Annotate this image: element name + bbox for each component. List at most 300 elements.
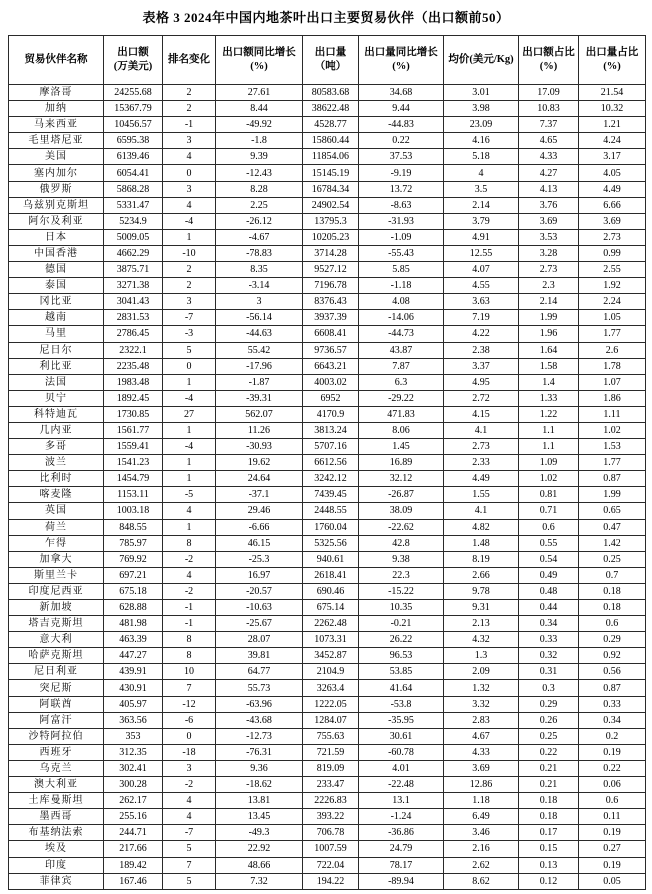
table-cell: 262.17 [104, 793, 163, 809]
table-cell: 628.88 [104, 600, 163, 616]
table-cell: 6952 [303, 390, 359, 406]
table-cell: 7.19 [444, 310, 519, 326]
table-cell: -12.73 [216, 728, 303, 744]
partner-name-cell: 乍得 [9, 535, 104, 551]
table-cell: 721.59 [303, 744, 359, 760]
table-cell: -2 [163, 583, 216, 599]
table-cell: 0.05 [579, 873, 646, 889]
table-cell: -22.48 [359, 777, 444, 793]
table-cell: 0.11 [579, 809, 646, 825]
table-cell: 1.99 [579, 487, 646, 503]
table-cell: 0.48 [519, 583, 579, 599]
table-cell: 0.2 [579, 728, 646, 744]
table-row [9, 680, 646, 696]
table-cell: 1.22 [519, 406, 579, 422]
table-cell: -1.87 [216, 374, 303, 390]
partner-name-cell: 英国 [9, 503, 104, 519]
column-header-average-price [444, 36, 519, 85]
table-cell: 9.78 [444, 583, 519, 599]
table-row [9, 294, 646, 310]
table-cell: 2.55 [579, 262, 646, 278]
partner-name-cell: 澳大利亚 [9, 777, 104, 793]
table-row [9, 326, 646, 342]
table-cell: 24902.54 [303, 197, 359, 213]
table-cell: 1.07 [579, 374, 646, 390]
partner-name-cell: 哈萨克斯坦 [9, 648, 104, 664]
column-header-label: 贸易伙伴名称 [24, 54, 88, 65]
table-cell: 4662.29 [104, 245, 163, 261]
table-cell: 3875.71 [104, 262, 163, 278]
table-cell: 10.83 [519, 101, 579, 117]
table-cell: 0.6 [579, 793, 646, 809]
table-cell: 9.36 [216, 760, 303, 776]
table-cell: 562.07 [216, 406, 303, 422]
table-cell: 690.46 [303, 583, 359, 599]
table-cell: 353 [104, 728, 163, 744]
table-cell: -44.63 [216, 326, 303, 342]
partner-name-cell: 土库曼斯坦 [9, 793, 104, 809]
table-cell: 6.49 [444, 809, 519, 825]
partner-name-cell: 加拿大 [9, 551, 104, 567]
table-row [9, 165, 646, 181]
partner-name-cell: 越南 [9, 310, 104, 326]
table-cell: 7.87 [359, 358, 444, 374]
table-row [9, 551, 646, 567]
table-cell: 4.32 [444, 632, 519, 648]
table-cell: 2.83 [444, 712, 519, 728]
table-cell: 2.09 [444, 664, 519, 680]
partner-name-cell: 日本 [9, 229, 104, 245]
table-cell: 0.49 [519, 567, 579, 583]
table-cell: 8.19 [444, 551, 519, 567]
table-cell: 1454.79 [104, 471, 163, 487]
column-header-sublabel: (%) [603, 61, 621, 72]
column-header-label: 出口量 [314, 47, 347, 58]
table-cell: 4.24 [579, 133, 646, 149]
table-cell: 6608.41 [303, 326, 359, 342]
table-cell: 0.87 [579, 680, 646, 696]
table-cell: 7.32 [216, 873, 303, 889]
table-cell: 0.22 [579, 760, 646, 776]
table-cell: -1.09 [359, 229, 444, 245]
table-cell: 167.46 [104, 873, 163, 889]
table-header [9, 36, 646, 85]
table-row [9, 648, 646, 664]
table-cell: 463.39 [104, 632, 163, 648]
column-header-volume-share [579, 36, 646, 85]
table-row [9, 583, 646, 599]
table-cell: 4170.9 [303, 406, 359, 422]
table-cell: -1 [163, 117, 216, 133]
table-cell: 0.18 [579, 600, 646, 616]
table-cell: 3.69 [519, 213, 579, 229]
table-cell: 17.09 [519, 85, 579, 101]
table-cell: 4.1 [444, 422, 519, 438]
table-row [9, 406, 646, 422]
table-cell: 189.42 [104, 857, 163, 873]
table-cell: 3.37 [444, 358, 519, 374]
table-cell: 481.98 [104, 616, 163, 632]
table-cell: -1.18 [359, 278, 444, 294]
partner-name-cell: 几内亚 [9, 422, 104, 438]
table-cell: -1 [163, 616, 216, 632]
table-cell: -6 [163, 712, 216, 728]
table-cell: 3.76 [519, 197, 579, 213]
table-cell: 1073.31 [303, 632, 359, 648]
column-header-label: 出口量同比增长 [364, 47, 438, 58]
table-cell: -31.93 [359, 213, 444, 229]
table-cell: 4.49 [579, 181, 646, 197]
table-row [9, 342, 646, 358]
partner-name-cell: 德国 [9, 262, 104, 278]
column-header-label: 均价(美元/Kg) [448, 54, 514, 65]
table-cell: 1153.11 [104, 487, 163, 503]
partner-name-cell: 波兰 [9, 455, 104, 471]
table-cell: 7.37 [519, 117, 579, 133]
table-cell: 11.26 [216, 422, 303, 438]
table-cell: 755.63 [303, 728, 359, 744]
table-cell: 8 [163, 535, 216, 551]
table-cell: 19.62 [216, 455, 303, 471]
table-cell: 21.54 [579, 85, 646, 101]
table-cell: 233.47 [303, 777, 359, 793]
table-cell: -49.3 [216, 825, 303, 841]
table-cell: 1.4 [519, 374, 579, 390]
table-cell: 13.72 [359, 181, 444, 197]
partner-name-cell: 乌克兰 [9, 760, 104, 776]
table-row [9, 262, 646, 278]
table-cell: 0.29 [579, 632, 646, 648]
partner-name-cell: 乌兹别克斯坦 [9, 197, 104, 213]
table-cell: 3242.12 [303, 471, 359, 487]
table-cell: 4.13 [519, 181, 579, 197]
table-cell: 4003.02 [303, 374, 359, 390]
table-row [9, 760, 646, 776]
table-caption: 表格 3 2024年中国内地茶叶出口主要贸易伙伴（出口额前50） [142, 10, 510, 25]
table-row [9, 519, 646, 535]
table-cell: 16784.34 [303, 181, 359, 197]
table-cell: -30.93 [216, 439, 303, 455]
table-cell: 5.18 [444, 149, 519, 165]
table-cell: 13.81 [216, 793, 303, 809]
table-cell: 4.05 [579, 165, 646, 181]
table-cell: -7 [163, 825, 216, 841]
table-cell: 9.44 [359, 101, 444, 117]
table-cell: 4 [163, 197, 216, 213]
table-header-row [9, 36, 646, 85]
table-cell: -44.73 [359, 326, 444, 342]
table-cell: 78.17 [359, 857, 444, 873]
column-header-value-yoy-growth [216, 36, 303, 85]
table-cell: 3263.4 [303, 680, 359, 696]
table-cell: 24.64 [216, 471, 303, 487]
table-cell: 4 [163, 503, 216, 519]
column-header-label: 出口量占比 [585, 47, 639, 58]
column-header-partner-name [9, 36, 104, 85]
table-row [9, 101, 646, 117]
table-cell: 0.33 [519, 632, 579, 648]
table-cell: 13.45 [216, 809, 303, 825]
table-cell: 0.34 [519, 616, 579, 632]
table-cell: 0.25 [579, 551, 646, 567]
table-cell: 3 [163, 294, 216, 310]
table-cell: 8 [163, 648, 216, 664]
table-cell: 2.6 [579, 342, 646, 358]
table-cell: -3 [163, 326, 216, 342]
table-cell: 1 [163, 471, 216, 487]
table-cell: 7196.78 [303, 278, 359, 294]
column-header-sublabel: (%) [539, 61, 558, 72]
table-cell: 5234.9 [104, 213, 163, 229]
table-cell: 405.97 [104, 696, 163, 712]
table-cell: 4.1 [444, 503, 519, 519]
partner-name-cell: 沙特阿拉伯 [9, 728, 104, 744]
table-cell: 1.45 [359, 439, 444, 455]
table-cell: 0.71 [519, 503, 579, 519]
table-cell: -26.12 [216, 213, 303, 229]
table-cell: 194.22 [303, 873, 359, 889]
partner-name-cell: 印度 [9, 857, 104, 873]
table-cell: 0.6 [579, 616, 646, 632]
table-cell: 8.28 [216, 181, 303, 197]
column-header-label: 出口额同比增长 [222, 47, 296, 58]
table-cell: -60.78 [359, 744, 444, 760]
table-cell: 2 [163, 278, 216, 294]
table-cell: 1561.77 [104, 422, 163, 438]
table-cell: -3.14 [216, 278, 303, 294]
table-cell: 393.22 [303, 809, 359, 825]
table-cell: 9736.57 [303, 342, 359, 358]
table-cell: 0.22 [359, 133, 444, 149]
table-cell: -9.19 [359, 165, 444, 181]
table-cell: 29.46 [216, 503, 303, 519]
table-cell: 4.91 [444, 229, 519, 245]
table-row [9, 535, 646, 551]
table-row [9, 245, 646, 261]
table-cell: 0.12 [519, 873, 579, 889]
table-cell: 2226.83 [303, 793, 359, 809]
table-cell: 1.96 [519, 326, 579, 342]
table-cell: 2.73 [444, 439, 519, 455]
table-row [9, 616, 646, 632]
table-cell: 439.91 [104, 664, 163, 680]
table-cell: 3 [216, 294, 303, 310]
table-cell: 6643.21 [303, 358, 359, 374]
partner-name-cell: 多哥 [9, 439, 104, 455]
table-cell: 8.62 [444, 873, 519, 889]
table-cell: -76.31 [216, 744, 303, 760]
table-cell: 3.17 [579, 149, 646, 165]
table-row [9, 712, 646, 728]
table-cell: 2 [163, 262, 216, 278]
table-cell: 27.61 [216, 85, 303, 101]
table-cell: 0.27 [579, 841, 646, 857]
table-cell: 28.07 [216, 632, 303, 648]
table-row [9, 793, 646, 809]
table-cell: 6595.38 [104, 133, 163, 149]
table-cell: 1.02 [579, 422, 646, 438]
table-row [9, 278, 646, 294]
table-cell: -22.62 [359, 519, 444, 535]
table-cell: 4 [163, 793, 216, 809]
table-cell: 1.18 [444, 793, 519, 809]
table-cell: 471.83 [359, 406, 444, 422]
table-cell: 12.55 [444, 245, 519, 261]
table-cell: 1.42 [579, 535, 646, 551]
table-cell: 2.72 [444, 390, 519, 406]
partner-name-cell: 菲律宾 [9, 873, 104, 889]
table-cell: 0.81 [519, 487, 579, 503]
table-cell: 1.78 [579, 358, 646, 374]
table-cell: 27 [163, 406, 216, 422]
table-cell: 2.33 [444, 455, 519, 471]
table-row [9, 567, 646, 583]
table-cell: 53.85 [359, 664, 444, 680]
trade-partners-table [8, 35, 646, 890]
table-cell: -89.94 [359, 873, 444, 889]
table-cell: 2.25 [216, 197, 303, 213]
table-cell: 6.66 [579, 197, 646, 213]
table-cell: -63.96 [216, 696, 303, 712]
table-cell: -39.31 [216, 390, 303, 406]
table-row [9, 197, 646, 213]
table-cell: 1559.41 [104, 439, 163, 455]
partner-name-cell: 斯里兰卡 [9, 567, 104, 583]
partner-name-cell: 塔吉克斯坦 [9, 616, 104, 632]
column-header-label: 出口额占比 [522, 47, 575, 58]
table-cell: 2.73 [579, 229, 646, 245]
table-cell: 64.77 [216, 664, 303, 680]
table-cell: -1 [163, 600, 216, 616]
column-header-volume-yoy-growth [359, 36, 444, 85]
table-cell: 312.35 [104, 744, 163, 760]
table-cell: 1760.04 [303, 519, 359, 535]
table-cell: 0 [163, 165, 216, 181]
partner-name-cell: 喀麦隆 [9, 487, 104, 503]
table-row [9, 696, 646, 712]
table-cell: 55.73 [216, 680, 303, 696]
table-cell: 16.97 [216, 567, 303, 583]
partner-name-cell: 毛里塔尼亚 [9, 133, 104, 149]
table-cell: 5707.16 [303, 439, 359, 455]
table-cell: 4.16 [444, 133, 519, 149]
column-header-sublabel: (%) [392, 61, 410, 72]
table-cell: 5331.47 [104, 197, 163, 213]
table-cell: -5 [163, 487, 216, 503]
table-cell: 4.33 [519, 149, 579, 165]
table-cell: 3813.24 [303, 422, 359, 438]
table-cell: 1 [163, 422, 216, 438]
table-cell: 32.12 [359, 471, 444, 487]
table-cell: 1.58 [519, 358, 579, 374]
table-cell: 15860.44 [303, 133, 359, 149]
table-cell: 4 [163, 567, 216, 583]
table-cell: 0.19 [579, 825, 646, 841]
table-cell: -15.22 [359, 583, 444, 599]
table-cell: 1.21 [579, 117, 646, 133]
table-cell: -36.86 [359, 825, 444, 841]
table-cell: 2.13 [444, 616, 519, 632]
table-cell: -43.68 [216, 712, 303, 728]
table-cell: 3.69 [579, 213, 646, 229]
table-cell: 10456.57 [104, 117, 163, 133]
table-row [9, 181, 646, 197]
table-cell: 4 [163, 149, 216, 165]
table-cell: 1.99 [519, 310, 579, 326]
table-cell: -25.3 [216, 551, 303, 567]
table-cell: 3714.28 [303, 245, 359, 261]
table-cell: 10 [163, 664, 216, 680]
table-cell: 0.99 [579, 245, 646, 261]
table-cell: 8.35 [216, 262, 303, 278]
table-cell: 3 [163, 133, 216, 149]
table-cell: 2.24 [579, 294, 646, 310]
table-cell: 3.98 [444, 101, 519, 117]
table-cell: 0.33 [579, 696, 646, 712]
table-cell: 4 [163, 809, 216, 825]
table-cell: 1003.18 [104, 503, 163, 519]
table-cell: -17.96 [216, 358, 303, 374]
table-cell: 5 [163, 841, 216, 857]
table-cell: 7 [163, 857, 216, 873]
column-header-export-value [104, 36, 163, 85]
table-cell: -35.95 [359, 712, 444, 728]
table-cell: -12.43 [216, 165, 303, 181]
table-cell: 8376.43 [303, 294, 359, 310]
table-cell: 80583.68 [303, 85, 359, 101]
table-cell: 1.92 [579, 278, 646, 294]
table-cell: 3 [163, 181, 216, 197]
table-cell: 4.22 [444, 326, 519, 342]
table-cell: 8 [163, 632, 216, 648]
partner-name-cell: 科特迪瓦 [9, 406, 104, 422]
table-cell: -18.62 [216, 777, 303, 793]
table-cell: -10.63 [216, 600, 303, 616]
table-row [9, 600, 646, 616]
partner-name-cell: 冈比亚 [9, 294, 104, 310]
table-cell: 6.3 [359, 374, 444, 390]
table-cell: -4 [163, 439, 216, 455]
table-cell: 0.6 [519, 519, 579, 535]
table-cell: 1 [163, 229, 216, 245]
table-cell: 0.44 [519, 600, 579, 616]
table-body [9, 85, 646, 890]
table-cell: 4.01 [359, 760, 444, 776]
table-cell: 0.22 [519, 744, 579, 760]
table-cell: -0.21 [359, 616, 444, 632]
table-cell: 37.53 [359, 149, 444, 165]
table-cell: 7 [163, 680, 216, 696]
table-cell: 217.66 [104, 841, 163, 857]
table-cell: 2322.1 [104, 342, 163, 358]
table-cell: 2.14 [519, 294, 579, 310]
table-cell: 55.42 [216, 342, 303, 358]
table-row [9, 422, 646, 438]
table-cell: 15145.19 [303, 165, 359, 181]
table-row [9, 873, 646, 889]
table-cell: 23.09 [444, 117, 519, 133]
table-cell: 38.09 [359, 503, 444, 519]
table-cell: 1.55 [444, 487, 519, 503]
table-cell: 0.26 [519, 712, 579, 728]
table-row [9, 374, 646, 390]
table-cell: 706.78 [303, 825, 359, 841]
column-header-export-volume [303, 36, 359, 85]
table-cell: 4.49 [444, 471, 519, 487]
table-cell: 4.67 [444, 728, 519, 744]
table-cell: 2.62 [444, 857, 519, 873]
table-cell: 3041.43 [104, 294, 163, 310]
